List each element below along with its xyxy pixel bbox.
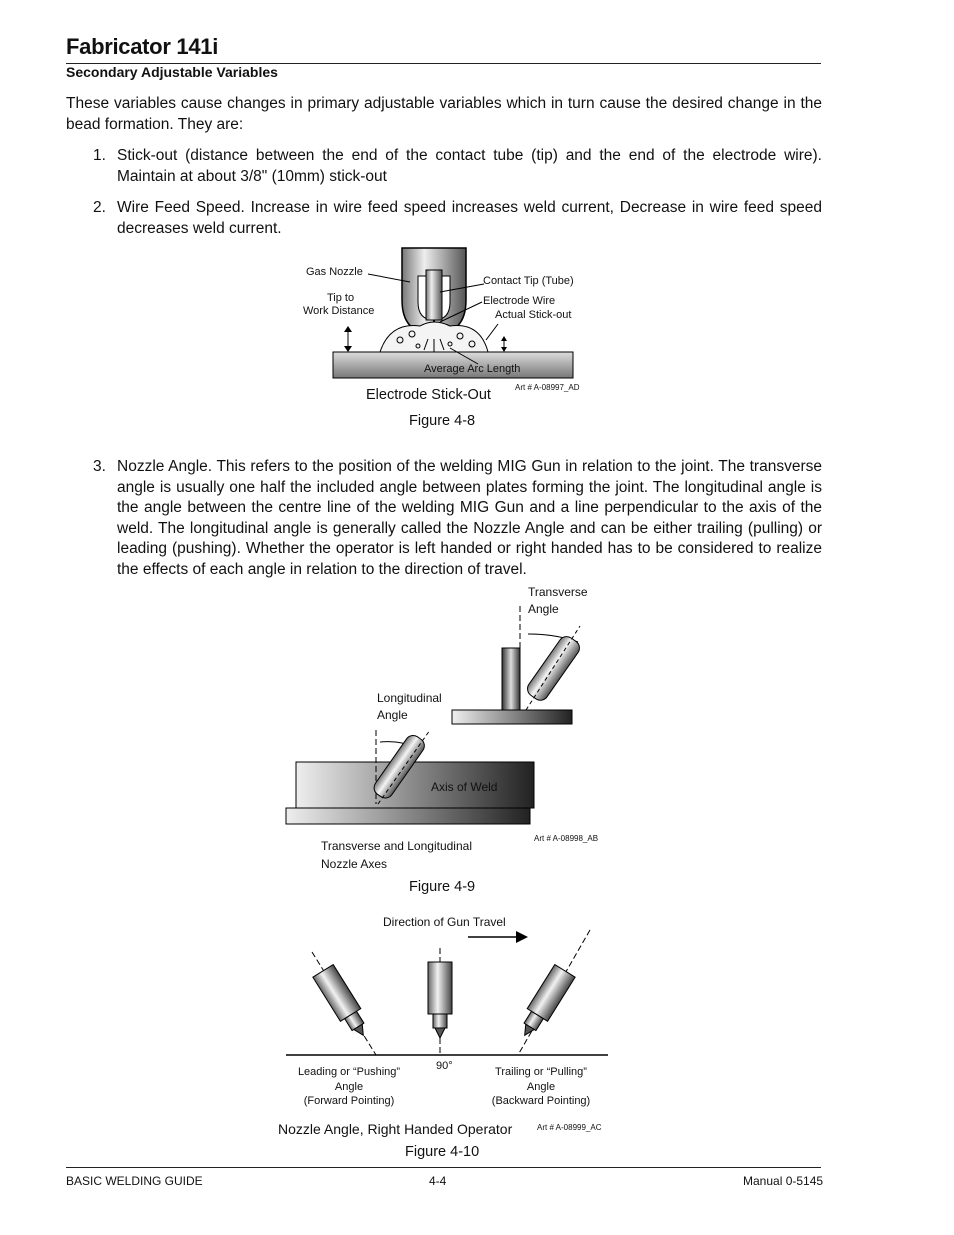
figure-4-10-label: Figure 4-10 <box>405 1144 480 1160</box>
leading-angle-label-2: Angle <box>334 1081 364 1093</box>
figure-4-10-caption: Nozzle Angle, Right Handed Operator <box>278 1121 513 1137</box>
electrode-wire-label: Electrode Wire <box>483 295 556 307</box>
art-number-4-9: Art # A-08998_AB <box>534 834 599 843</box>
actual-stickout-label: Actual Stick-out <box>495 309 572 321</box>
electrode-stickout-illustration <box>300 240 600 405</box>
art-number-4-10: Art # A-08999_AC <box>537 1123 602 1132</box>
section-heading: Secondary Adjustable Variables <box>66 64 278 80</box>
item-1-text: Stick-out (distance between the end of the contact tube (tip) and the end of the electrode wire). Maintain at about 3/8" (10mm) stick-out <box>117 147 822 185</box>
figure-4-9-label: Figure 4-9 <box>409 879 476 895</box>
figure-4-8-label: Figure 4-8 <box>409 413 476 429</box>
ninety-degree-label: 90° <box>436 1060 453 1072</box>
figure-4-9-subtitle-1: Transverse and Longitudinal <box>321 839 472 853</box>
tip-to-work-label-1: Tip to <box>327 292 355 304</box>
leading-angle-label-1: Leading or “Pushing” <box>297 1066 401 1078</box>
footer-manual-number: Manual 0-5145 <box>743 1174 824 1188</box>
direction-of-travel-label: Direction of Gun Travel <box>383 915 506 929</box>
transverse-angle-label-1: Transverse <box>528 585 588 599</box>
item-3-text: Nozzle Angle. This refers to the position of the welding MIG Gun in relation to the joint. The transverse angle is usually one half the included angle between plates forming the joint. The longitudinal angle is the angle between the centre line of the welding MIG Gun and a line perpendicular to the axis of the weld. The longitudinal angle is generally called the Nozzle Angle and can be either trailing (pulling) or leading (pushing). Whether the operator is left handed or right handed has to be considered to realize the effects of each angle in relation to the direction of travel. <box>117 458 822 578</box>
figure-4-9-subtitle-2: Nozzle Axes <box>321 857 388 871</box>
intro-paragraph: These variables cause changes in primary adjustable variables which in turn cause the desired change in the bead formation. They are: <box>66 95 822 133</box>
item-2-number: 2. <box>93 199 106 216</box>
gas-nozzle-label: Gas Nozzle <box>306 266 363 278</box>
longitudinal-angle-label-1: Longitudinal <box>377 691 442 705</box>
transverse-angle-label-2: Angle <box>528 602 559 616</box>
figure-4-8-caption: Electrode Stick-Out <box>366 387 491 403</box>
footer-guide-name: BASIC WELDING GUIDE <box>66 1174 203 1188</box>
contact-tip-label: Contact Tip (Tube) <box>483 275 574 287</box>
page-title: Fabricator 141i <box>66 34 219 59</box>
axis-of-weld-label: Axis of Weld <box>431 780 498 794</box>
footer-page-number: 4-4 <box>429 1174 447 1188</box>
trailing-angle-label-3: (Backward Pointing) <box>491 1095 591 1107</box>
item-1-number: 1. <box>93 147 106 164</box>
figure-4-8-diagram <box>300 240 600 405</box>
tip-to-work-label-2: Work Distance <box>303 305 375 317</box>
item-3-number: 3. <box>93 458 106 475</box>
trailing-angle-label-2: Angle <box>526 1081 556 1093</box>
average-arc-length-label: Average Arc Length <box>424 363 521 375</box>
figure-4-9-diagram <box>280 582 620 882</box>
item-2-text: Wire Feed Speed. Increase in wire feed speed increases weld current, Decrease in wire feed speed decreases weld current. <box>117 199 822 237</box>
longitudinal-angle-label-2: Angle <box>377 708 408 722</box>
art-number-4-8: Art # A-08997_AD <box>515 383 580 392</box>
leading-angle-label-3: (Forward Pointing) <box>303 1095 395 1107</box>
footer-rule <box>66 1167 821 1168</box>
trailing-angle-label-1: Trailing or “Pulling” <box>495 1066 587 1078</box>
